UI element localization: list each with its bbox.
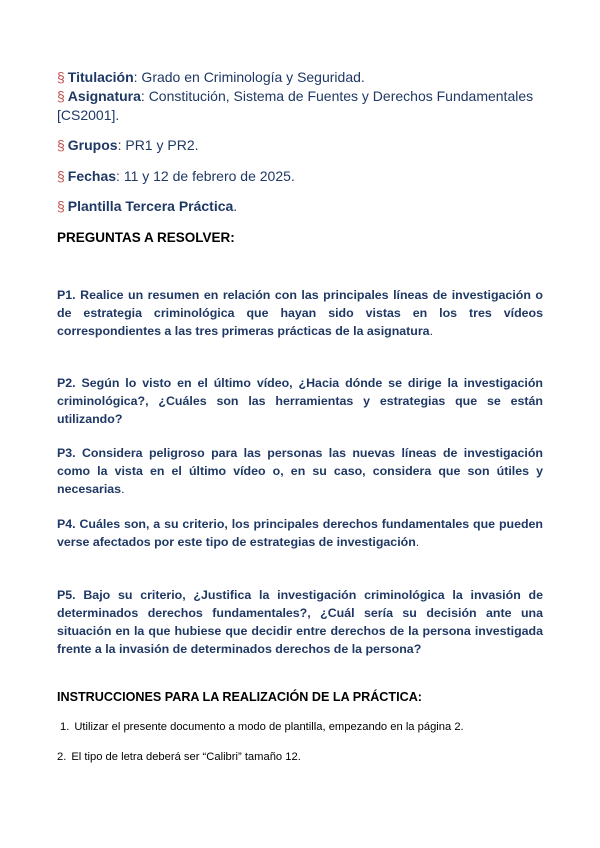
plantilla-value: . bbox=[233, 198, 238, 214]
question-text: P2. Según lo visto en el último vídeo, ¿Hacia dónde se dirige la investigación criminológica?, ¿Cuáles son las herramientas y estrategias que se están utilizando? bbox=[57, 376, 543, 426]
question-end: . bbox=[429, 324, 434, 338]
question-text: P5. Bajo su criterio, ¿Justifica la investigación criminológica la invasión de determinados derechos fundamentales?, ¿Cuál sería su decisión ante una situación en la que hubiese que decidir entre derechos de la persona investigada frente a la invasión de determinados derechos de la persona? bbox=[57, 588, 543, 656]
section-symbol: § bbox=[57, 69, 65, 85]
meta-asignatura bbox=[57, 87, 533, 106]
instruction-item bbox=[60, 721, 464, 733]
question-p1 bbox=[57, 286, 543, 340]
asignatura-label: Asignatura bbox=[67, 88, 141, 104]
instruction-text: El tipo de letra deberá ser “Calibri” tamaño 12. bbox=[71, 751, 301, 763]
meta-plantilla bbox=[57, 197, 237, 216]
question-end: . bbox=[121, 482, 125, 496]
meta-grupos bbox=[57, 136, 199, 155]
asignatura-code: [CS2001]. bbox=[57, 107, 120, 123]
instruction-number: 1. bbox=[60, 721, 70, 733]
section-symbol: § bbox=[57, 198, 65, 214]
instruction-number: 2. bbox=[57, 751, 67, 763]
fechas-value: : 11 y 12 de febrero de 2025. bbox=[116, 168, 295, 184]
meta-fechas bbox=[57, 167, 295, 186]
titulacion-label: Titulación bbox=[67, 69, 134, 85]
grupos-value: : PR1 y PR2. bbox=[117, 137, 199, 153]
question-p2 bbox=[57, 374, 543, 428]
instruction-text: Utilizar el presente documento a modo de plantilla, empezando en la página 2. bbox=[74, 721, 464, 733]
question-text: P3. Considera peligroso para las personas las nuevas líneas de investigación como la vista en el último vídeo o, en su caso, considera que son útiles y necesarias bbox=[57, 446, 543, 496]
question-end: . bbox=[415, 535, 420, 549]
meta-asignatura-cont bbox=[57, 106, 119, 125]
question-p3 bbox=[57, 444, 543, 498]
plantilla-label: Plantilla Tercera Práctica bbox=[67, 198, 234, 214]
preguntas-heading: PREGUNTAS A RESOLVER: bbox=[57, 230, 235, 245]
instruction-item bbox=[57, 751, 301, 763]
section-symbol: § bbox=[57, 88, 65, 104]
question-text: P4. Cuáles son, a su criterio, los principales derechos fundamentales que pueden verse afectados por este tipo de estrategias de investigación bbox=[57, 517, 543, 549]
grupos-label: Grupos bbox=[67, 137, 118, 153]
asignatura-value: : Constitución, Sistema de Fuentes y Derechos Fundamentales bbox=[140, 88, 534, 104]
section-symbol: § bbox=[57, 137, 65, 153]
meta-titulacion bbox=[57, 68, 365, 87]
question-p4 bbox=[57, 515, 543, 551]
section-symbol: § bbox=[57, 168, 65, 184]
instrucciones-heading: INSTRUCCIONES PARA LA REALIZACIÓN DE LA PRÁCTICA: bbox=[57, 690, 422, 704]
question-p5 bbox=[57, 586, 543, 658]
titulacion-value: : Grado en Criminología y Seguridad. bbox=[133, 69, 365, 85]
fechas-label: Fechas bbox=[67, 168, 117, 184]
question-text: P1. Realice un resumen en relación con las principales líneas de investigación o de estrategia criminológica que hayan sido vistas en los tres vídeos correspondientes a las tres primeras prácticas de la asignatura bbox=[57, 288, 543, 338]
